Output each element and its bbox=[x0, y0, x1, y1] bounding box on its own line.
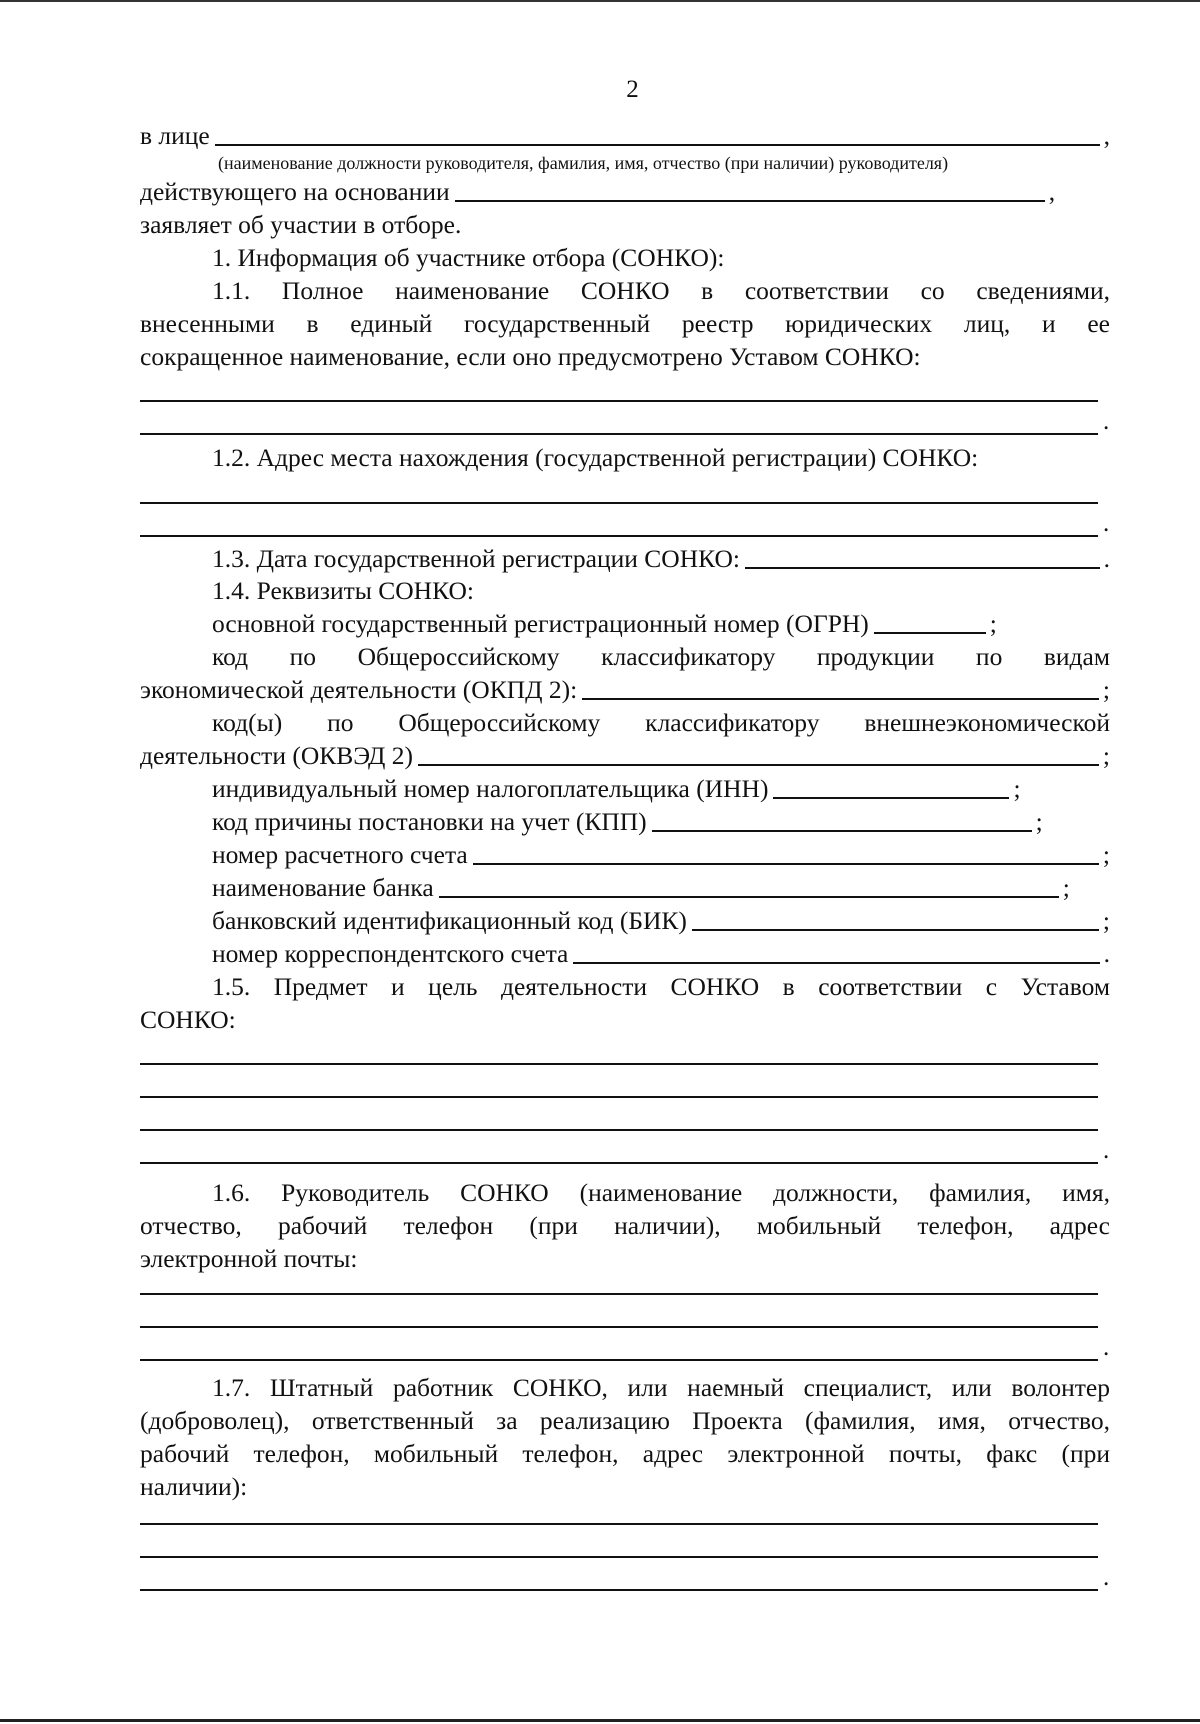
s1-6-line2: отчество, рабочий телефон (при наличии), мобильный телефон, адрес bbox=[140, 1211, 1110, 1240]
scan-edge-bottom bbox=[0, 1719, 1200, 1722]
acting-row: действующего на основании , bbox=[140, 177, 1056, 206]
s1-7-line3: рабочий телефон, мобильный телефон, адрес электронной почты, факс (при bbox=[140, 1439, 1110, 1468]
s1-6-field-line[interactable] bbox=[140, 1359, 1098, 1361]
scan-edge-top bbox=[0, 0, 1200, 2]
s1-2-field-line[interactable] bbox=[140, 502, 1098, 504]
okpd-label: экономической деятельности (ОКПД 2): bbox=[140, 675, 578, 704]
declares-text: заявляет об участии в отборе. bbox=[140, 210, 462, 239]
okved-label: деятельности (ОКВЭД 2) bbox=[140, 741, 413, 770]
s1-5-line2: СОНКО: bbox=[140, 1005, 236, 1034]
ogrn-field[interactable] bbox=[874, 612, 986, 634]
s1-7-field-line[interactable] bbox=[140, 1556, 1098, 1558]
s1-6-field-line[interactable] bbox=[140, 1293, 1098, 1295]
s1-5-field-line[interactable] bbox=[140, 1162, 1098, 1164]
s1-5-field-line[interactable] bbox=[140, 1096, 1098, 1098]
corr-account-row: номер корреспондентского счета . bbox=[212, 939, 1110, 968]
s1-7-field-line[interactable] bbox=[140, 1523, 1098, 1525]
acting-basis-field[interactable] bbox=[455, 180, 1045, 202]
bank-field[interactable] bbox=[439, 876, 1059, 898]
s1-6-field-line[interactable] bbox=[140, 1326, 1098, 1328]
okpd-line1: код по Общероссийскому классификатору продукции по видам bbox=[212, 642, 1110, 671]
s1-1-line1: 1.1. Полное наименование СОНКО в соответствии со сведениями, bbox=[212, 276, 1110, 305]
account-field[interactable] bbox=[473, 843, 1099, 865]
okved-line1: код(ы) по Общероссийскому классификатору внешнеэкономической bbox=[212, 708, 1110, 737]
in-person-hint: (наименование должности руководителя, фамилия, имя, отчество (при наличии) руководителя) bbox=[218, 153, 949, 173]
bik-row: банковский идентификационный код (БИК) ; bbox=[212, 906, 1110, 935]
account-row: номер расчетного счета ; bbox=[212, 840, 1110, 869]
kpp-row: код причины постановки на учет (КПП) ; bbox=[212, 807, 1043, 836]
s1-5-field-line[interactable] bbox=[140, 1063, 1098, 1065]
registration-date-field[interactable] bbox=[745, 547, 1100, 569]
s1-2-field-line[interactable] bbox=[140, 535, 1098, 537]
s1-1-field-line[interactable] bbox=[140, 433, 1098, 435]
bank-row: наименование банка ; bbox=[212, 873, 1070, 902]
okpd-row: экономической деятельности (ОКПД 2): ; bbox=[140, 675, 1110, 704]
s1-7-field-line[interactable] bbox=[140, 1589, 1098, 1591]
inn-label: индивидуальный номер налогоплательщика (ИНН) bbox=[212, 774, 769, 803]
s1-6-line3: электронной почты: bbox=[140, 1244, 358, 1273]
s1-7-line2: (доброволец), ответственный за реализацию Проекта (фамилия, имя, отчество, bbox=[140, 1406, 1110, 1435]
in-person-label: в лице bbox=[140, 121, 210, 150]
ogrn-label: основной государственный регистрационный номер (ОГРН) bbox=[212, 609, 869, 638]
s1-1-field-line[interactable] bbox=[140, 400, 1098, 402]
s1-3-label: 1.3. Дата государственной регистрации СОНКО: bbox=[212, 544, 740, 573]
section-1-title: 1. Информация об участнике отбора (СОНКО): bbox=[212, 243, 725, 272]
kpp-field[interactable] bbox=[652, 810, 1032, 832]
s1-5-field-line[interactable] bbox=[140, 1129, 1098, 1131]
page-number: 2 bbox=[626, 76, 639, 103]
corr-account-label: номер корреспондентского счета bbox=[212, 939, 569, 968]
okpd-field[interactable] bbox=[582, 678, 1099, 700]
s1-1-line2: внесенными в единый государственный реестр юридических лиц, и ее bbox=[140, 309, 1110, 338]
kpp-label: код причины постановки на учет (КПП) bbox=[212, 807, 647, 836]
bik-label: банковский идентификационный код (БИК) bbox=[212, 906, 687, 935]
ogrn-row: основной государственный регистрационный номер (ОГРН) ; bbox=[212, 609, 997, 638]
s1-2-label: 1.2. Адрес места нахождения (государственной регистрации) СОНКО: bbox=[212, 443, 979, 472]
corr-account-field[interactable] bbox=[573, 942, 1099, 964]
s1-6-line1: 1.6. Руководитель СОНКО (наименование должности, фамилия, имя, bbox=[212, 1178, 1110, 1207]
acting-label: действующего на основании bbox=[140, 177, 450, 206]
account-label: номер расчетного счета bbox=[212, 840, 468, 869]
in-person-field[interactable] bbox=[215, 124, 1100, 146]
s1-4-title: 1.4. Реквизиты СОНКО: bbox=[212, 576, 474, 605]
s1-5-line1: 1.5. Предмет и цель деятельности СОНКО в соответствии с Уставом bbox=[212, 972, 1110, 1001]
in-person-row: в лице , bbox=[140, 121, 1110, 150]
inn-row: индивидуальный номер налогоплательщика (ИНН) ; bbox=[212, 774, 1021, 803]
inn-field[interactable] bbox=[773, 777, 1009, 799]
s1-3-row: 1.3. Дата государственной регистрации СОНКО: . bbox=[212, 544, 1110, 573]
bik-field[interactable] bbox=[692, 909, 1099, 931]
s1-7-line1: 1.7. Штатный работник СОНКО, или наемный специалист, или волонтер bbox=[212, 1373, 1110, 1402]
okved-field[interactable] bbox=[418, 744, 1099, 766]
s1-1-line3: сокращенное наименование, если оно предусмотрено Уставом СОНКО: bbox=[140, 342, 921, 371]
okved-row: деятельности (ОКВЭД 2) ; bbox=[140, 741, 1110, 770]
bank-label: наименование банка bbox=[212, 873, 434, 902]
s1-7-line4: наличии): bbox=[140, 1472, 248, 1501]
